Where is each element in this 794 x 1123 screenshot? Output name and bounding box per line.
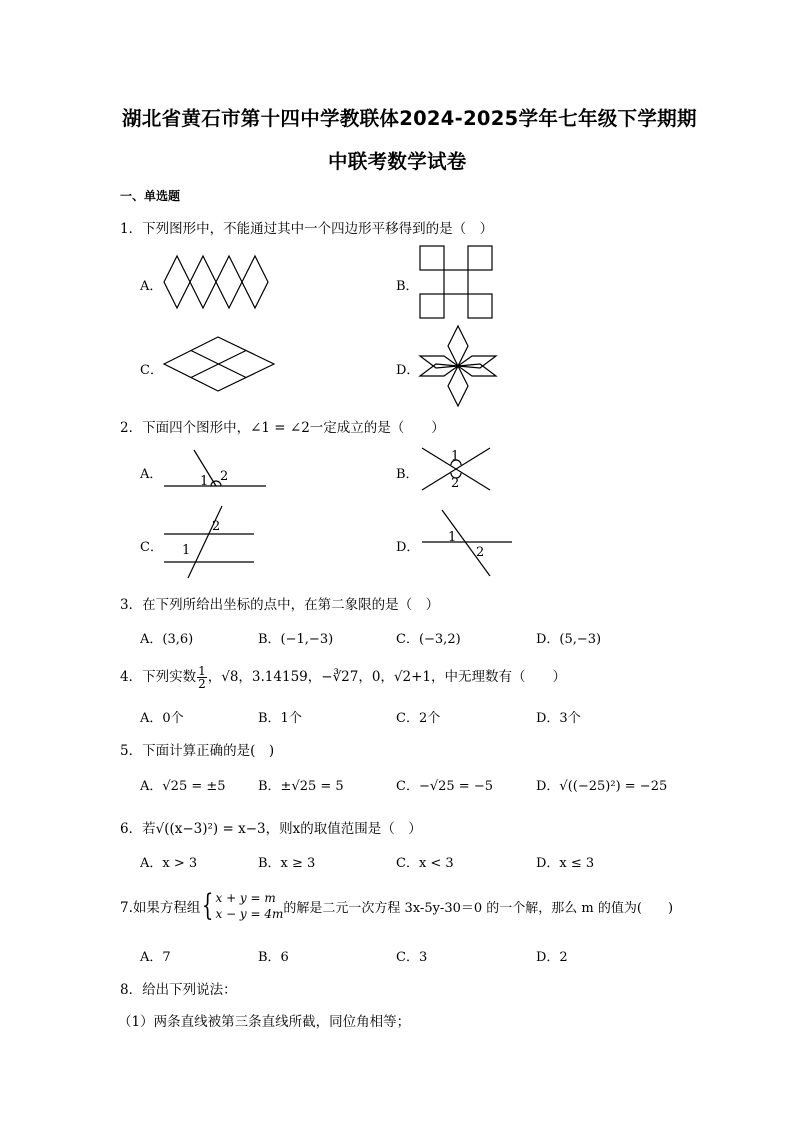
q1-figure-a — [160, 252, 282, 312]
q2-option-c-label: C． — [140, 540, 163, 555]
q3-option-a: A．(3,6) — [140, 632, 194, 647]
q7-option-d: D．2 — [536, 950, 568, 965]
q1-option-c-label: C． — [140, 363, 163, 378]
q5-option-a: A．√25 = ±5 — [140, 779, 226, 794]
q5-option-d: D．√((−25)²) = −25 — [536, 779, 668, 794]
q4-frac-den: 2 — [198, 677, 206, 691]
q1-option-b-label: B． — [396, 279, 419, 294]
q4-stem-pre: 4．下列实数 — [120, 669, 197, 685]
q2-figure-a — [160, 446, 270, 492]
q4-frac-num: 1 — [198, 664, 206, 678]
q7-stem-pre: 7.如果方程组 — [120, 900, 201, 917]
q4-stem-rest: ，√8，3.14159，−∛27，0，√2+1，中无理数有（ ） — [207, 669, 567, 685]
q6-option-b: B．x ≥ 3 — [258, 856, 316, 871]
q5-option-b: B．±√25 = 5 — [258, 779, 344, 794]
q1-option-d-label: D． — [396, 363, 420, 378]
q7-option-c: C．3 — [396, 950, 428, 965]
q7-equation-1: x + y = m — [215, 891, 276, 905]
q2b-angle-2: 2 — [451, 476, 460, 491]
q2c-angle-1: 1 — [182, 543, 191, 558]
q2-option-b-label: B． — [396, 467, 419, 482]
q7-brace: { — [202, 888, 214, 924]
q6-option-d: D．x ≤ 3 — [536, 856, 595, 871]
q6-option-c: C．x < 3 — [396, 856, 454, 871]
q2-figure-c — [160, 504, 258, 580]
q2d-angle-1: 1 — [448, 530, 457, 545]
q7-stem-post: 的解是二元一次方程 3x-5y-30＝0 的一个解，那么 m 的值为( ) — [283, 900, 674, 916]
question-5-stem: 5．下面计算正确的是( ) — [120, 743, 275, 759]
question-8-stem: 8．给出下列说法： — [120, 982, 237, 998]
q1-figure-b — [418, 244, 498, 320]
q2-figure-d — [418, 506, 514, 578]
q6-option-a: A．x > 3 — [140, 856, 198, 871]
q3-option-d: D．(5,−3) — [536, 632, 602, 647]
q7-option-a: A．7 — [140, 950, 171, 965]
question-2-stem: 2．下面四个图形中，∠1 = ∠2一定成立的是（ ） — [120, 420, 445, 436]
page-title-line2: 中联考数学试卷 — [328, 150, 467, 173]
question-4-stem — [120, 665, 566, 690]
q2a-angle-1: 1 — [200, 474, 209, 489]
q3-option-b: B．(−1,−3) — [258, 632, 334, 647]
q1-figure-d — [418, 324, 498, 408]
question-3-stem: 3．在下列所给出坐标的点中，在第二象限的是（ ） — [120, 597, 440, 613]
q4-option-d: D．3个 — [536, 711, 581, 726]
q5-option-c: C．−√25 = −5 — [396, 779, 493, 794]
question-7-stem — [120, 890, 673, 922]
q2c-angle-2: 2 — [212, 519, 221, 534]
q2-figure-b — [418, 444, 494, 494]
q4-option-a: A．0个 — [140, 711, 184, 726]
q2a-angle-2: 2 — [220, 469, 229, 484]
q1-figure-c — [160, 334, 280, 394]
q7-equation-system — [215, 890, 283, 922]
q4-option-b: B．1个 — [258, 711, 302, 726]
q2d-angle-2: 2 — [476, 545, 485, 560]
question-6-stem: 6．若√((x−3)²) = x−3，则x的取值范围是（ ） — [120, 821, 422, 837]
q1-option-a-label: A． — [140, 279, 163, 294]
q2-option-a-label: A． — [140, 467, 163, 482]
q8-statement-1: （1）两条直线被第三条直线所截，同位角相等； — [118, 1014, 411, 1030]
question-1-stem: 1．下列图形中，不能通过其中一个四边形平移得到的是（ ） — [120, 221, 494, 237]
section-header: 一、单选题 — [120, 189, 181, 203]
q7-equation-2: x − y = 4m — [215, 907, 284, 922]
q7-option-b: B．6 — [258, 950, 289, 965]
q4-option-c: C．2个 — [396, 711, 441, 726]
q2b-angle-1: 1 — [451, 449, 460, 464]
page-title-line1: 湖北省黄石市第十四中学教联体2024-2025学年七年级下学期期 — [122, 107, 697, 130]
q3-option-c: C．(−3,2) — [396, 632, 461, 647]
q4-fraction — [197, 665, 207, 690]
q2-option-d-label: D． — [396, 540, 420, 555]
